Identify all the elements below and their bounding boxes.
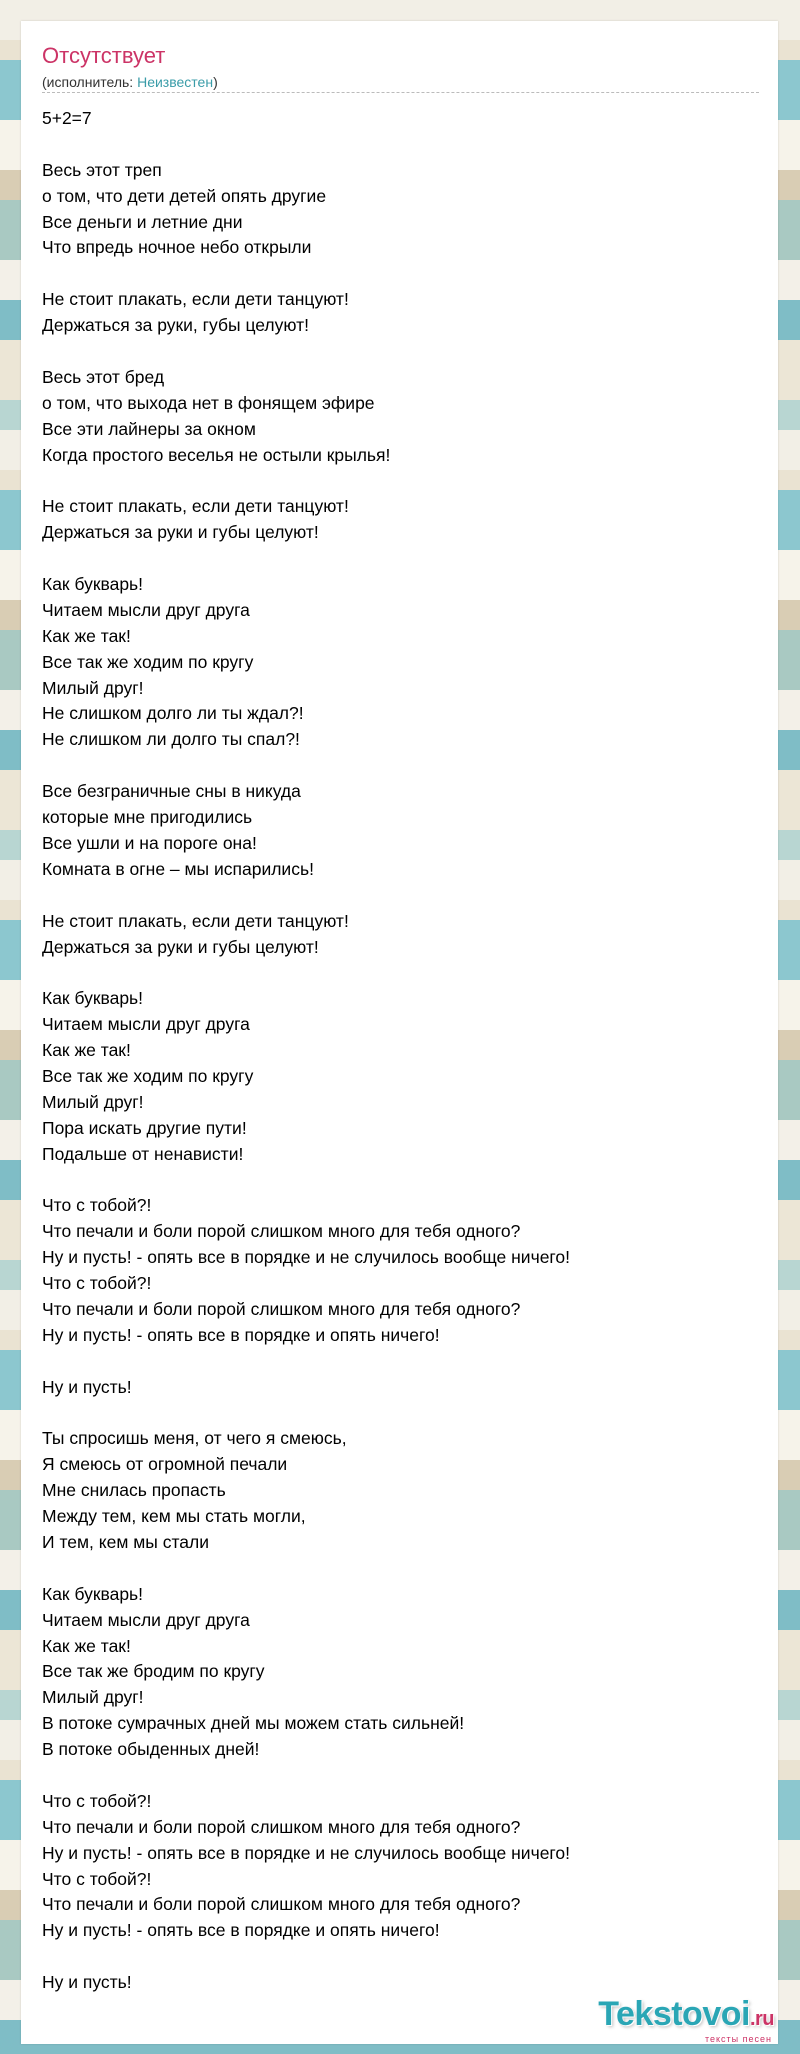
lyric-line: Я смеюсь от огромной печали bbox=[42, 1454, 288, 1475]
lyric-blank-line bbox=[42, 960, 762, 986]
lyric-line: Что печали и боли порой слишком много для тебя одного? bbox=[42, 1298, 521, 1319]
lyric-line: Что с тобой?! bbox=[42, 1790, 152, 1811]
lyric-line: Не слишком долго ли ты ждал?! bbox=[42, 703, 304, 724]
lyric-line: Что печали и боли порой слишком много для тебя одного? bbox=[42, 1816, 521, 1837]
lyric-line: Держаться за руки и губы целуют! bbox=[42, 522, 319, 543]
lyric-line: Мне снилась пропасть bbox=[42, 1480, 226, 1501]
lyric-blank-line bbox=[42, 1556, 762, 1582]
logo-wordmark bbox=[598, 1997, 774, 2036]
lyric-line: Не слишком ли долго ты спал?! bbox=[42, 729, 300, 750]
lyric-blank-line bbox=[42, 1401, 762, 1427]
lyric-blank-line bbox=[42, 546, 762, 572]
lyric-line: которые мне пригодились bbox=[42, 807, 253, 828]
artist-suffix: ) bbox=[213, 74, 218, 90]
lyrics-body bbox=[42, 106, 762, 1996]
lyric-line: Милый друг! bbox=[42, 1687, 144, 1708]
lyric-line: Не стоит плакать, если дети танцуют! bbox=[42, 496, 349, 517]
lyric-line: Не стоит плакать, если дети танцуют! bbox=[42, 289, 349, 310]
lyric-line: Милый друг! bbox=[42, 1091, 144, 1112]
lyric-line: Милый друг! bbox=[42, 677, 144, 698]
lyric-line: Весь этот бред bbox=[42, 366, 165, 387]
lyric-line: Как букварь! bbox=[42, 1583, 144, 1604]
lyric-line: Все так же ходим по кругу bbox=[42, 1065, 254, 1086]
lyric-line: Все так же ходим по кругу bbox=[42, 651, 254, 672]
lyric-line: Как же так! bbox=[42, 1635, 131, 1656]
lyric-line: Как букварь! bbox=[42, 574, 144, 595]
lyric-blank-line bbox=[42, 132, 762, 158]
lyric-line: Все так же бродим по кругу bbox=[42, 1661, 265, 1682]
lyric-line: Что с тобой?! bbox=[42, 1273, 152, 1294]
lyric-blank-line bbox=[42, 1944, 762, 1970]
lyric-line: Подальше от ненависти! bbox=[42, 1143, 244, 1164]
lyric-line: Ну и пусть! - опять все в порядке и опять ничего! bbox=[42, 1324, 440, 1345]
lyric-line: Читаем мысли друг друга bbox=[42, 599, 250, 620]
lyric-line: Не стоит плакать, если дети танцуют! bbox=[42, 910, 349, 931]
lyric-line: Ну и пусть! bbox=[42, 1972, 132, 1993]
lyric-line: 5+2=7 bbox=[42, 108, 92, 128]
lyric-line: Все безграничные сны в никуда bbox=[42, 781, 301, 802]
logo-tagline: тексты песен bbox=[704, 2034, 772, 2044]
lyric-line: Что впредь ночное небо открыли bbox=[42, 237, 312, 258]
lyric-line: Читаем мысли друг друга bbox=[42, 1609, 250, 1630]
lyric-line: Когда простого веселья не остыли крылья! bbox=[42, 444, 391, 465]
lyric-line: Комната в огне – мы испарились! bbox=[42, 858, 314, 879]
lyric-blank-line bbox=[42, 261, 762, 287]
logo-domain: .ru bbox=[749, 2008, 774, 2030]
lyric-line: о том, что дети детей опять другие bbox=[42, 185, 327, 206]
lyric-line: Что с тобой?! bbox=[42, 1868, 152, 1889]
artist-prefix: (исполнитель: bbox=[42, 74, 138, 90]
lyric-line: Все ушли и на пороге она! bbox=[42, 832, 257, 853]
lyric-line: Между тем, кем мы стать могли, bbox=[42, 1506, 306, 1527]
lyric-line: Все деньги и летние дни bbox=[42, 211, 243, 232]
lyric-blank-line bbox=[42, 1349, 762, 1375]
lyric-line: Ну и пусть! - опять все в порядке и не случилось вообще ничего! bbox=[42, 1842, 571, 1863]
lyrics-page bbox=[21, 21, 778, 2044]
lyric-line: Как же так! bbox=[42, 625, 131, 646]
lyric-blank-line bbox=[42, 1763, 762, 1789]
site-logo[interactable] bbox=[598, 1997, 774, 2044]
lyric-line: Как букварь! bbox=[42, 988, 144, 1009]
logo-name: Tekstovoi bbox=[598, 1995, 750, 2033]
lyric-line: Весь этот треп bbox=[42, 159, 162, 180]
lyric-blank-line bbox=[42, 468, 762, 494]
song-title: Отсутствует bbox=[42, 43, 166, 68]
lyric-line: Что печали и боли порой слишком много для тебя одного? bbox=[42, 1894, 521, 1915]
lyric-line: Ну и пусть! - опять все в порядке и не случилось вообще ничего! bbox=[42, 1247, 571, 1268]
lyric-line: В потоке сумрачных дней мы можем стать сильней! bbox=[42, 1713, 465, 1734]
lyric-line: Читаем мысли друг друга bbox=[42, 1014, 250, 1035]
artist-line bbox=[42, 73, 218, 91]
lyric-line: Ну и пусть! - опять все в порядке и опять ничего! bbox=[42, 1920, 440, 1941]
lyric-blank-line bbox=[42, 1168, 762, 1194]
lyric-blank-line bbox=[42, 753, 762, 779]
lyric-line: Держаться за руки и губы целуют! bbox=[42, 936, 319, 957]
lyric-blank-line bbox=[42, 339, 762, 365]
title-divider bbox=[42, 92, 759, 93]
lyric-line: Как же так! bbox=[42, 1040, 131, 1061]
lyric-line: В потоке обыденных дней! bbox=[42, 1739, 260, 1760]
lyric-line: Пора искать другие пути! bbox=[42, 1117, 247, 1138]
lyric-line: Что с тобой?! bbox=[42, 1195, 152, 1216]
lyric-line: Ну и пусть! bbox=[42, 1376, 132, 1397]
lyric-blank-line bbox=[42, 883, 762, 909]
lyric-line: о том, что выхода нет в фонящем эфире bbox=[42, 392, 375, 413]
lyric-line: И тем, кем мы стали bbox=[42, 1531, 209, 1552]
lyric-line: Все эти лайнеры за окном bbox=[42, 418, 256, 439]
lyric-line: Что печали и боли порой слишком много для тебя одного? bbox=[42, 1221, 521, 1242]
lyric-line: Ты спросишь меня, от чего я смеюсь, bbox=[42, 1428, 347, 1449]
lyric-line: Держаться за руки, губы целуют! bbox=[42, 315, 310, 336]
artist-link[interactable]: Неизвестен bbox=[137, 74, 214, 90]
